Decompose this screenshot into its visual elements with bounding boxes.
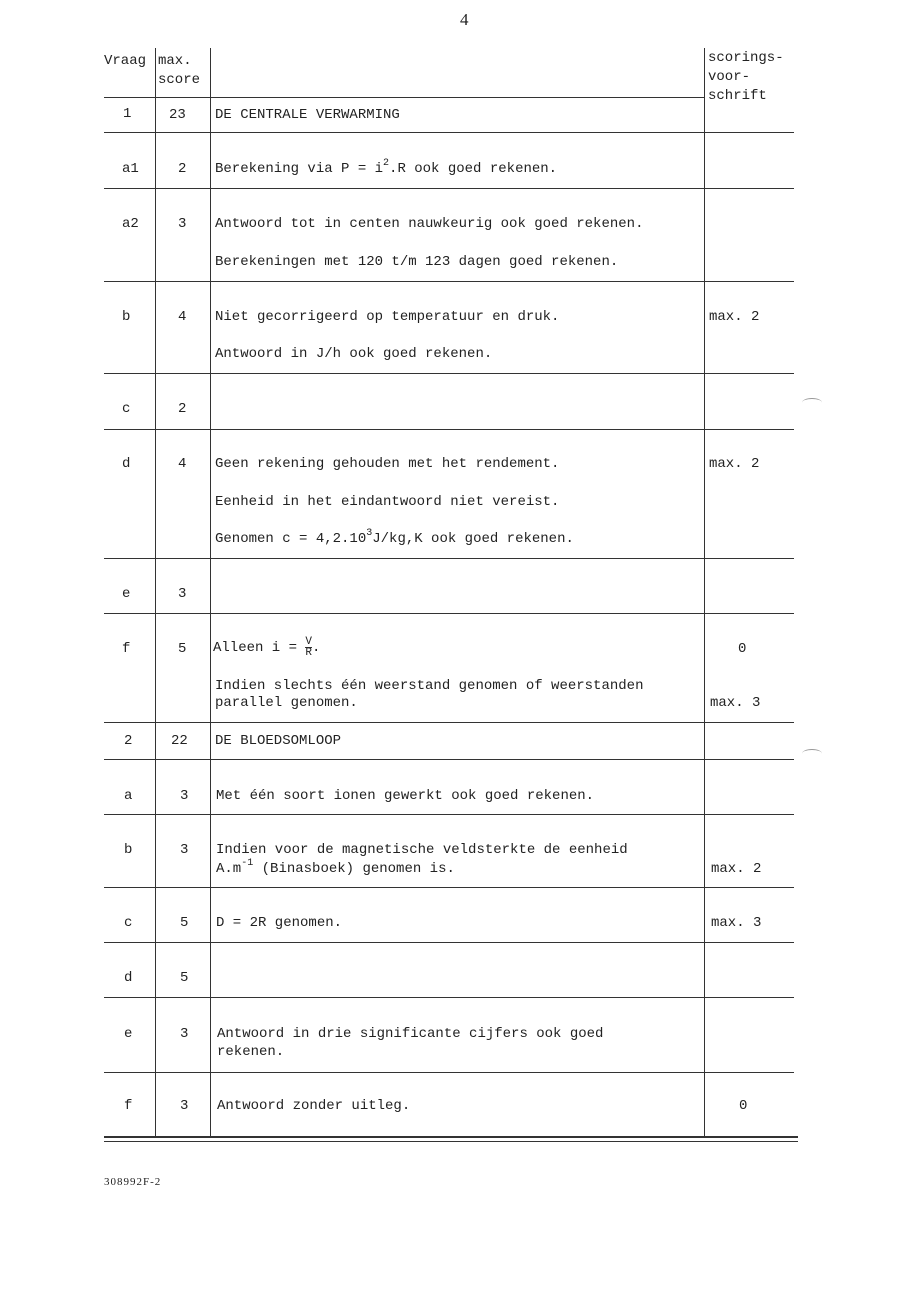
- text-part: .R ook goed rekenen.: [389, 161, 558, 177]
- col-line-1: [155, 48, 156, 1138]
- guideline-text: Eenheid in het eindantwoord niet vereist.: [215, 494, 560, 510]
- question-score: 4: [178, 309, 187, 325]
- guideline-text: Antwoord in drie significante cijfers ook goed: [217, 1026, 604, 1042]
- text-part: Berekening via P = i: [215, 161, 384, 177]
- question-score: 5: [178, 641, 187, 657]
- row-line: [104, 759, 794, 760]
- question-label: c: [124, 915, 133, 931]
- section-score: 23: [169, 107, 186, 123]
- guideline-text: Met één soort ionen gewerkt ook goed rekenen.: [216, 788, 595, 804]
- row-line: [104, 188, 794, 189]
- question-label: f: [124, 1098, 133, 1114]
- header-scoring-line-3: schrift: [708, 88, 767, 104]
- question-label: a: [124, 788, 133, 804]
- fraction-numerator: V: [305, 635, 313, 648]
- page-number: 4: [460, 10, 469, 29]
- scoring-value: 0: [739, 1098, 748, 1114]
- question-label: e: [124, 1026, 133, 1042]
- scoring-value: 0: [738, 641, 747, 657]
- bottom-line: [104, 1136, 798, 1138]
- question-score: 5: [180, 970, 189, 986]
- question-label: d: [124, 970, 133, 986]
- guideline-text: Geen rekening gehouden met het rendement.: [215, 456, 560, 472]
- row-line: [104, 281, 794, 282]
- row-line: [104, 613, 794, 614]
- question-score: 3: [180, 1026, 189, 1042]
- guideline-text: Antwoord zonder uitleg.: [217, 1098, 411, 1114]
- text-part: (Binasboek) genomen is.: [253, 861, 455, 877]
- row-line: [104, 558, 794, 559]
- row-line: [104, 132, 794, 133]
- text-part: Genomen c = 4,2.10: [215, 531, 367, 547]
- guideline-text: rekenen.: [217, 1044, 285, 1060]
- scoring-value: max. 2: [709, 456, 760, 472]
- question-label: d: [122, 456, 131, 472]
- row-line: [104, 429, 794, 430]
- superscript: 2: [383, 158, 390, 169]
- question-score: 4: [178, 456, 187, 472]
- guideline-text: [216, 858, 455, 877]
- guideline-text: Antwoord in J/h ook goed rekenen.: [215, 346, 493, 362]
- header-max-score: [158, 52, 200, 90]
- row-line: [104, 373, 794, 374]
- question-score: 2: [178, 161, 187, 177]
- header-max-line-1: max.: [158, 53, 192, 69]
- col-line-3: [704, 48, 705, 1138]
- section-title: DE BLOEDSOMLOOP: [215, 733, 342, 749]
- header-max-line-2: score: [158, 72, 201, 88]
- scoring-value: max. 2: [711, 861, 762, 877]
- bottom-line: [104, 1141, 798, 1142]
- header-vraag: Vraag: [104, 53, 147, 69]
- section-title: DE CENTRALE VERWARMING: [215, 107, 400, 123]
- guideline-text: [213, 633, 320, 663]
- guideline-text: [215, 158, 558, 177]
- guideline-text: Berekeningen met 120 t/m 123 dagen goed rekenen.: [215, 254, 619, 270]
- row-line: [104, 1072, 794, 1073]
- section-number: 2: [124, 733, 133, 749]
- row-line: [104, 942, 794, 943]
- question-label: c: [122, 401, 131, 417]
- text-part: .: [312, 640, 321, 656]
- document-code: 308992F-2: [104, 1176, 162, 1188]
- fraction-denominator: R: [305, 646, 313, 659]
- row-line: [104, 887, 794, 888]
- question-score: 3: [180, 788, 189, 804]
- section-number: 1: [123, 106, 132, 122]
- superscript: 3: [366, 528, 373, 539]
- section-score: 22: [171, 733, 188, 749]
- row-line: [104, 722, 794, 723]
- margin-mark: [802, 398, 822, 407]
- scoring-value: max. 2: [709, 309, 760, 325]
- question-score: 3: [180, 1098, 189, 1114]
- superscript: -1: [241, 858, 254, 869]
- header-scoring-line-1: scorings-: [708, 50, 784, 66]
- row-line: [104, 814, 794, 815]
- guideline-text: D = 2R genomen.: [216, 915, 343, 931]
- guideline-text: parallel genomen.: [215, 695, 358, 711]
- guideline-text: Indien slechts één weerstand genomen of weerstanden: [215, 678, 644, 694]
- guideline-text: Niet gecorrigeerd op temperatuur en druk.: [215, 309, 560, 325]
- question-label: a1: [122, 161, 139, 177]
- question-label: b: [124, 842, 133, 858]
- question-score: 3: [178, 216, 187, 232]
- question-label: e: [122, 586, 131, 602]
- guideline-text: Antwoord tot in centen nauwkeurig ook goed rekenen.: [215, 216, 644, 232]
- question-score: 2: [178, 401, 187, 417]
- scoring-value: max. 3: [710, 695, 761, 711]
- question-score: 3: [178, 586, 187, 602]
- guideline-text: Indien voor de magnetische veldsterkte de eenheid: [216, 842, 628, 858]
- col-line-2: [210, 48, 211, 1138]
- question-label: b: [122, 309, 131, 325]
- question-score: 5: [180, 915, 189, 931]
- question-score: 3: [180, 842, 189, 858]
- text-part: J/kg,K ook goed rekenen.: [372, 531, 574, 547]
- header-scoring: [708, 49, 784, 106]
- margin-mark: [802, 749, 822, 758]
- text-part: A.m: [216, 861, 242, 877]
- scoring-value: max. 3: [711, 915, 762, 931]
- question-label: f: [122, 641, 131, 657]
- row-line: [104, 97, 704, 98]
- guideline-text: [215, 528, 574, 547]
- question-label: a2: [122, 216, 139, 232]
- header-scoring-line-2: voor-: [708, 69, 751, 85]
- row-line: [104, 997, 794, 998]
- text-part: Alleen i =: [213, 640, 306, 656]
